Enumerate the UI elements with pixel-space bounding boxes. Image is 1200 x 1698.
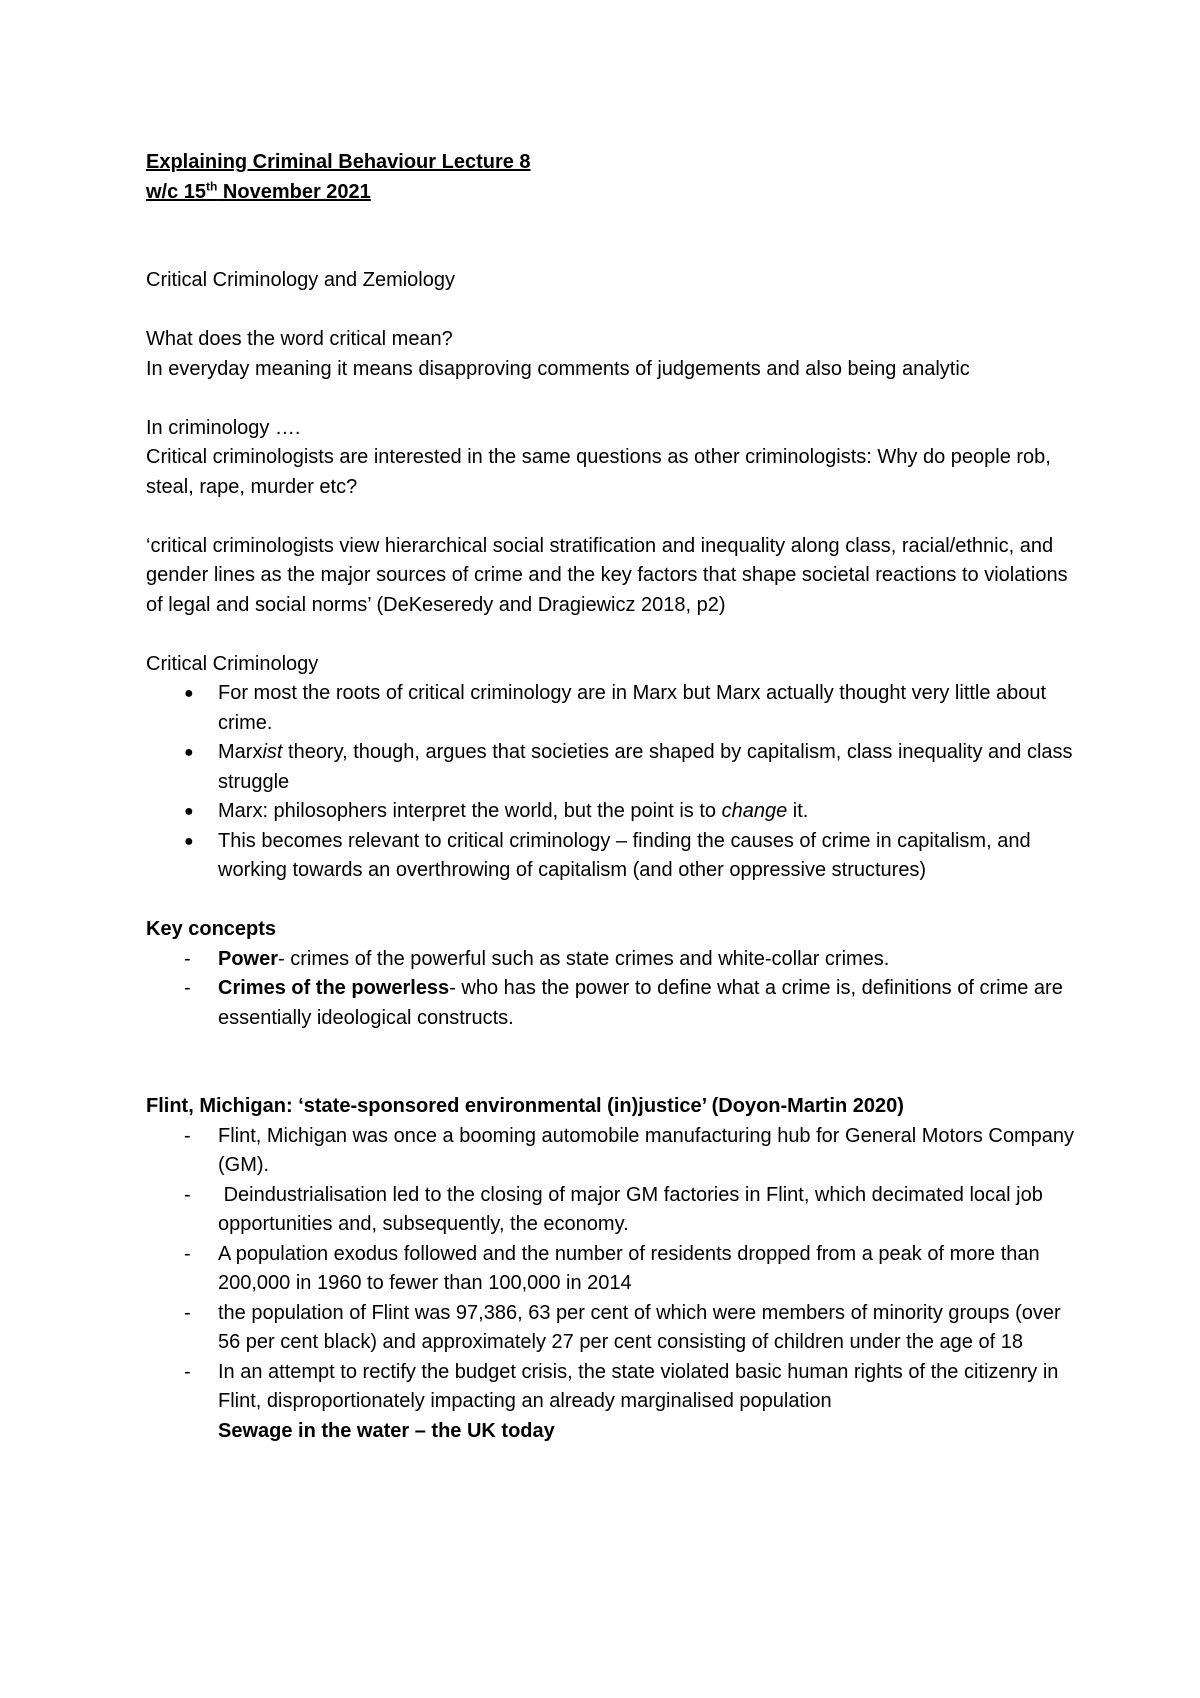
concept-text: - who has the power to define what a crime is, definitions of crime are essentially ideological constructs. — [218, 977, 1063, 1029]
list-item — [146, 1358, 1076, 1447]
flint-item-text: Deindustrialisation led to the closing of major GM factories in Flint, which decimated local job opportunities and, subsequently, the economy. — [218, 1183, 1049, 1235]
list-item — [146, 827, 1076, 886]
list-item — [146, 1122, 1076, 1181]
week-prefix: w/c 15 — [146, 180, 207, 203]
bullet-text: For most the roots of critical criminology are in Marx but Marx actually thought very little about crime. — [218, 682, 1047, 734]
key-concepts-heading: Key concepts — [146, 918, 277, 940]
bullet-text-post: theory, though, argues that societies are shaped by capitalism, class inequality and class struggle — [218, 741, 1073, 793]
bullet-icon: ● — [184, 744, 194, 761]
concept-text: - crimes of the powerful such as state crimes and white-collar crimes. — [278, 947, 890, 970]
list-item — [146, 738, 1076, 797]
list-item — [146, 679, 1076, 738]
list-item — [146, 1240, 1076, 1299]
list-item — [146, 1181, 1076, 1240]
flint-item-text: the population of Flint was 97,386, 63 per cent of which were members of minority groups (over 56 per cent black) and approximately 27 per cent consisting of children under the age of 18 — [218, 1301, 1061, 1353]
bullet-icon: ● — [184, 803, 194, 820]
dash-icon: - — [184, 1183, 191, 1206]
key-concepts-list — [146, 945, 1076, 1034]
dash-icon: - — [184, 1360, 191, 1383]
bullet-icon: ● — [184, 832, 194, 850]
concept-term: Crimes of the powerless — [218, 977, 450, 999]
flint-item-text: Flint, Michigan was once a booming automobile manufacturing hub for General Motors Company (GM). — [218, 1124, 1074, 1176]
document-page — [146, 148, 1076, 1446]
week-suffix: November 2021 — [217, 180, 371, 203]
bullet-text-italic: change — [721, 800, 788, 822]
list-item — [146, 1299, 1076, 1358]
critical-criminology-list — [146, 679, 1076, 886]
bullet-text-post: it. — [787, 800, 809, 822]
subtitle: Critical Criminology and Zemiology — [146, 269, 455, 291]
bullet-icon: ● — [184, 685, 194, 702]
dash-icon: - — [184, 977, 191, 999]
bullet-text-pre: Marx — [218, 741, 263, 763]
list-item — [146, 945, 1076, 975]
sewage-heading: Sewage in the water – the UK today — [218, 1419, 555, 1442]
list-item — [146, 797, 1076, 827]
everyday-meaning: In everyday meaning it means disapproving comments of judgements and also being analytic — [146, 357, 970, 380]
flint-list — [146, 1122, 1076, 1447]
list-item — [146, 974, 1076, 1033]
dekeseredy-quote: ‘critical criminologists view hierarchical social stratification and inequality along class, racial/ethnic, and gender lines as the major sources of crime and the key factors that shape societal reactions to violations of legal and social norms’ (DeKeseredy and Dragiewicz 2018, p2) — [146, 534, 1068, 616]
criminologists-interest: Critical criminologists are interested in the same questions as other criminologists: Why do people rob, steal, rape, murder etc? — [146, 446, 1051, 498]
dash-icon: - — [184, 947, 191, 970]
question-line: What does the word critical mean? — [146, 328, 453, 350]
bullet-text-italic: ist — [262, 741, 283, 763]
flint-heading: Flint, Michigan: ‘state-sponsored environmental (in)justice’ (Doyon-Martin 2020) — [146, 1095, 904, 1117]
bullet-text: This becomes relevant to critical criminology – finding the causes of crime in capitalism, and working towards an overthrowing of capitalism (and other oppressive structures) — [218, 829, 1031, 881]
week-commencing — [146, 178, 1076, 208]
in-criminology: In criminology …. — [146, 416, 301, 439]
week-sup: th — [206, 178, 218, 193]
dash-icon: - — [184, 1242, 191, 1265]
bullet-text-pre: Marx: philosophers interpret the world, but the point is to — [218, 800, 722, 822]
flint-item-text: A population exodus followed and the number of residents dropped from a peak of more than 200,000 in 1960 to fewer than 100,000 in 2014 — [218, 1242, 1040, 1294]
dash-icon: - — [184, 1124, 191, 1147]
lecture-title: Explaining Criminal Behaviour Lecture 8 — [146, 151, 531, 173]
flint-item-text: In an attempt to rectify the budget crisis, the state violated basic human rights of the citizenry in Flint, disproportionately impacting an already marginalised population — [218, 1360, 1059, 1412]
critical-criminology-heading: Critical Criminology — [146, 652, 319, 675]
concept-term: Power — [218, 947, 279, 970]
dash-icon: - — [184, 1301, 191, 1324]
